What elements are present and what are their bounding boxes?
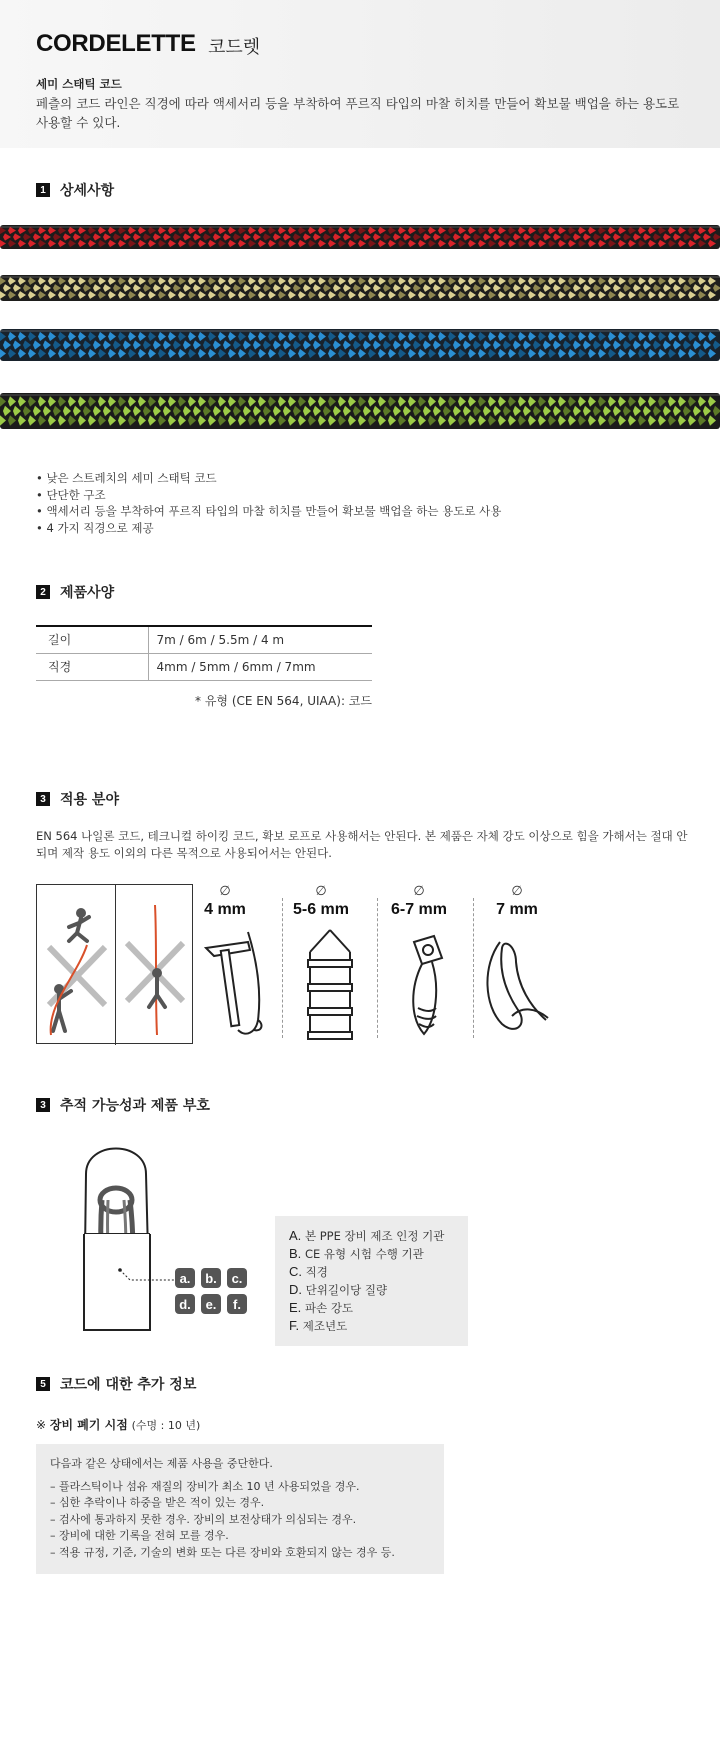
retirement-title: 장비 폐기 시점 <box>49 1418 128 1432</box>
list-item: – 심한 추락이나 하중을 받은 적이 있는 경우. <box>50 1496 265 1509</box>
spec-value: 7m / 6m / 5.5m / 4 m <box>148 626 372 653</box>
diameter-column <box>276 884 366 919</box>
diameter-icon: ∅ <box>315 884 327 899</box>
section-label: 코드에 대한 추가 정보 <box>60 1377 197 1393</box>
diameter-label: 7 mm <box>496 901 538 918</box>
legend-text: 파손 강도 <box>304 1301 354 1315</box>
section-label: 적용 분야 <box>60 792 119 808</box>
legend-item <box>289 1299 468 1317</box>
ice-axe-icon <box>204 928 276 1044</box>
marking-legend <box>275 1216 468 1346</box>
legend-letter: B. <box>289 1246 302 1261</box>
header-banner <box>0 0 720 148</box>
spec-table <box>36 625 372 681</box>
prohibited-use-panel <box>36 884 193 1044</box>
rope-khaki <box>0 274 720 302</box>
marking-tag: f. <box>227 1294 247 1314</box>
legend-item <box>289 1281 468 1299</box>
diameter-icon: ∅ <box>413 884 425 899</box>
product-bag-icon <box>80 1140 180 1340</box>
belay-device-icon <box>404 928 450 1044</box>
retirement-lead: 다음과 같은 상태에서는 제품 사용을 중단한다. <box>50 1457 273 1470</box>
marking-tag: a. <box>175 1268 195 1288</box>
marking-tag: b. <box>201 1268 221 1288</box>
diameter-column <box>180 884 270 919</box>
section-number: 2 <box>36 585 50 599</box>
ladder-icon <box>300 928 360 1044</box>
section-heading-details <box>36 181 114 199</box>
diameter-column <box>472 884 562 919</box>
marking-tag: c. <box>227 1268 247 1288</box>
section-label: 상세사항 <box>60 183 115 199</box>
marking-tag: d. <box>175 1294 195 1314</box>
product-intro: 페츨의 코드 라인은 직경에 따라 액세서리 등을 부착하여 푸르직 타입의 마찰 히치를 만들어 확보물 백업을 하는 용도로 사용할 수 있다. <box>36 96 680 130</box>
legend-text: 직경 <box>305 1265 328 1279</box>
product-subtitle: 세미 스태틱 코드 <box>36 77 122 91</box>
diameter-column <box>374 884 464 919</box>
usage-warning-text: EN 564 나일론 코드, 테크니컬 하이킹 코드, 확보 로프로 사용해서는 안된다. 본 제품은 자체 강도 이상으로 힘을 가해서는 절대 안되며 제작 용도 이외의 다른 목적으로 사용되어서는 안된다. <box>36 829 688 860</box>
rope-green <box>0 392 720 430</box>
section-number: 3 <box>36 792 50 806</box>
feature-item: • 4 가지 직경으로 제공 <box>36 520 154 535</box>
diameter-label: 6-7 mm <box>390 901 448 918</box>
section-label: 추적 가능성과 제품 부호 <box>60 1098 210 1114</box>
product-title: CORDELETTE <box>36 30 196 57</box>
retirement-heading <box>36 1416 200 1433</box>
spec-value: 4mm / 5mm / 6mm / 7mm <box>148 653 372 680</box>
diameter-icon: ∅ <box>219 884 231 899</box>
divider <box>473 898 474 1038</box>
retirement-list <box>50 1479 444 1562</box>
diameter-icon: ∅ <box>511 884 523 899</box>
section-number: 3 <box>36 1098 50 1112</box>
product-title-korean: 코드렛 <box>208 37 261 58</box>
legend-item <box>289 1263 468 1281</box>
spec-key: 직경 <box>36 653 148 680</box>
divider <box>377 898 378 1038</box>
table-row <box>36 653 372 680</box>
retirement-lifespan: (수명 : 10 년) <box>131 1419 201 1432</box>
divider <box>282 898 283 1038</box>
retirement-box <box>36 1444 444 1574</box>
marking-tag: e. <box>201 1294 221 1314</box>
feature-item: • 단단한 구조 <box>36 487 106 502</box>
cord-loop-icon <box>482 936 554 1036</box>
legend-letter: F. <box>289 1318 300 1333</box>
legend-text: 단위길이당 질량 <box>305 1283 388 1297</box>
note-mark: ※ <box>36 1418 47 1432</box>
legend-item <box>289 1227 468 1245</box>
legend-letter: D. <box>289 1282 302 1297</box>
legend-letter: C. <box>289 1264 302 1279</box>
application-illustration <box>36 884 556 1046</box>
legend-text: CE 유형 시험 수행 기관 <box>304 1247 424 1261</box>
section-heading-traceability <box>36 1096 210 1114</box>
section-number: 5 <box>36 1377 50 1391</box>
section-heading-additional-info <box>36 1375 196 1393</box>
table-row <box>36 626 372 653</box>
rope-red <box>0 224 720 250</box>
pointer-line <box>118 1268 178 1288</box>
section-heading-application <box>36 790 119 808</box>
legend-letter: E. <box>289 1300 302 1315</box>
legend-text: 제조년도 <box>302 1319 348 1333</box>
rope-blue <box>0 328 720 362</box>
prohibited-climbing-icon <box>37 885 194 1045</box>
legend-item <box>289 1317 468 1335</box>
legend-letter: A. <box>289 1228 302 1243</box>
list-item: – 검사에 통과하지 못한 경우. 장비의 보전상태가 의심되는 경우. <box>50 1512 357 1526</box>
list-item: – 플라스틱이나 섬유 재질의 장비가 최소 10 년 사용되었을 경우. <box>50 1479 360 1493</box>
legend-item <box>289 1245 468 1263</box>
diameter-label: 5-6 mm <box>292 901 350 918</box>
diameter-label: 4 mm <box>204 901 246 918</box>
feature-item: • 액세서리 등을 부착하여 푸르직 타입의 마찰 히치를 만들어 확보물 백업을 하는 용도로 사용 <box>36 504 502 518</box>
spec-key: 길이 <box>36 626 148 653</box>
spec-note: * 유형 (CE EN 564, UIAA): 코드 <box>195 694 372 708</box>
section-number: 1 <box>36 183 50 197</box>
legend-text: 본 PPE 장비 제조 인정 기관 <box>304 1229 445 1243</box>
section-heading-specs <box>36 583 114 601</box>
list-item: – 장비에 대한 기록을 전혀 모를 경우. <box>50 1529 229 1542</box>
section-label: 제품사양 <box>60 585 115 601</box>
list-item: – 적용 규정, 기준, 기술의 변화 또는 다른 장비와 호환되지 않는 경우 등. <box>50 1545 395 1559</box>
feature-list <box>36 470 501 536</box>
feature-item: • 낮은 스트레치의 세미 스태틱 코드 <box>36 471 217 485</box>
